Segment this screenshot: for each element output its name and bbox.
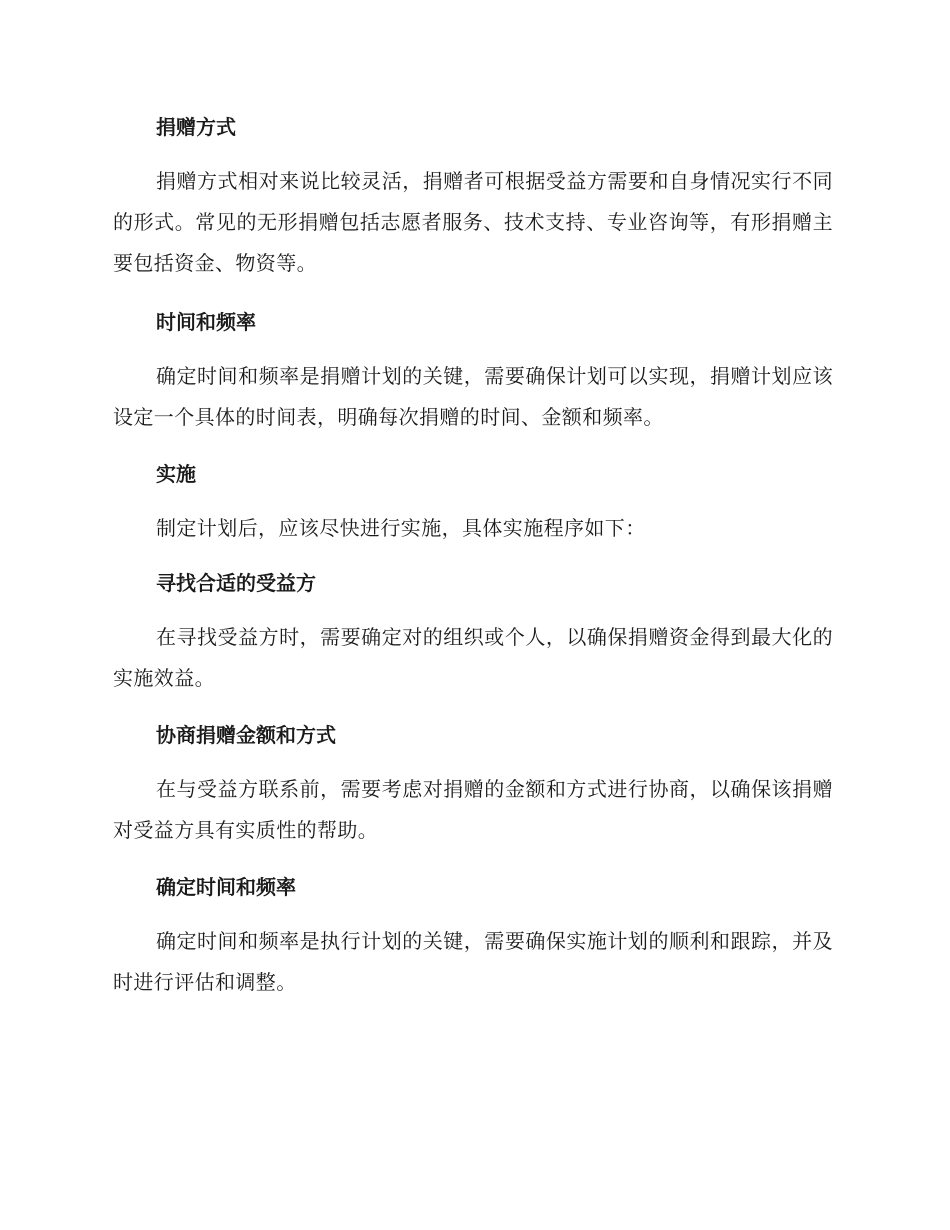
section-heading-implementation: 实施: [156, 462, 196, 486]
section-heading-find-beneficiary: 寻找合适的受益方: [156, 571, 316, 595]
section-body-negotiate-amount: 在与受益方联系前，需要考虑对捐赠的金额和方式进行协商，以确保该捐赠对受益方具有实质性的帮助。: [113, 777, 833, 842]
section-heading-negotiate-amount: 协商捐赠金额和方式: [156, 723, 336, 747]
section-body-time-frequency: 确定时间和频率是捐赠计划的关键，需要确保计划可以实现，捐赠计划应该设定一个具体的时间表，明确每次捐赠的时间、金额和频率。: [113, 364, 833, 429]
section-heading-confirm-time-frequency: 确定时间和频率: [156, 875, 296, 899]
section-body-donation-method: 捐赠方式相对来说比较灵活，捐赠者可根据受益方需要和自身情况实行不同的形式。常见的无形捐赠包括志愿者服务、技术支持、专业咨询等，有形捐赠主要包括资金、物资等。: [113, 169, 833, 275]
section-heading-time-frequency: 时间和频率: [156, 310, 256, 334]
section-body-find-beneficiary: 在寻找受益方时，需要确定对的组织或个人，以确保捐赠资金得到最大化的实施效益。: [113, 625, 833, 690]
section-body-implementation: 制定计划后，应该尽快进行实施，具体实施程序如下：: [156, 516, 646, 540]
section-heading-donation-method: 捐赠方式: [156, 115, 236, 139]
section-body-confirm-time-frequency: 确定时间和频率是执行计划的关键，需要确保实施计划的顺利和跟踪，并及时进行评估和调整。: [113, 929, 833, 994]
